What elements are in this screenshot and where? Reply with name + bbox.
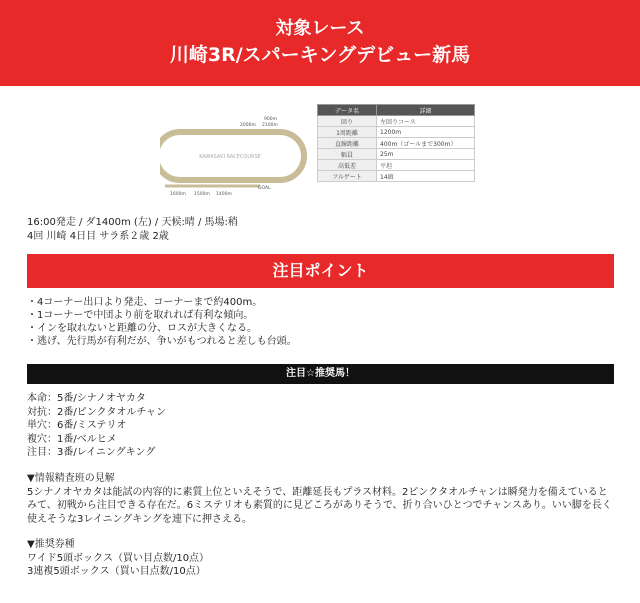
table-row <box>318 171 475 182</box>
list-item: ・1コーナーで中団より前を取れれば有利な傾向。 <box>27 310 254 321</box>
tickets-heading: ▼推奨券種 <box>27 539 75 550</box>
race-info-line2: 4回 川崎 4日目 サラ系２歳 2歳 <box>27 231 169 242</box>
marker-2000m: 2000m <box>240 123 256 128</box>
marker-1600m: 1600m <box>170 192 186 197</box>
marker-1500m: 1500m <box>194 192 210 197</box>
analysis-heading: ▼情報精査班の見解 <box>27 473 115 484</box>
list-item: ・インを取れないと距離の分、ロスが大きくなる。 <box>27 323 257 334</box>
pick-taikou: 対抗：2番/ピンクタオルチャン <box>27 406 167 418</box>
pick-honmei: 本命：5番/シナノオヤカタ <box>27 393 146 404</box>
pick-tanana: 単穴：6番/ミステリオ <box>27 420 127 431</box>
row-value: 平坦 <box>377 160 475 171</box>
row-key: 幅員 <box>318 149 377 160</box>
row-key: 高低差 <box>318 160 377 171</box>
table-row <box>318 116 475 127</box>
tickets-section <box>27 538 209 579</box>
table-row <box>318 160 475 171</box>
analysis-body: 5シナノオヤカタは能試の内容的に素質上位といえそうで、距離延長もプラス材料。2ピンクタオルチャンは瞬発力を備えているとみて、初戦から注目できる存在だ。6ミステリオも素質的に見どころがありそうで、折り合いひとつでチャンスあり。いい脚を長く使えそうな3レイニングキングを連下に押さえる。 <box>27 486 612 525</box>
row-key: フルゲート <box>318 171 377 182</box>
table-header-row <box>318 105 475 116</box>
course-map <box>160 110 310 205</box>
list-item: ・4コーナー出口より発走、コーナーまで約400m。 <box>27 297 263 308</box>
course-label: KAWASAKI RACECOURSE <box>199 154 261 160</box>
row-value: 25m <box>377 149 475 160</box>
header-data-name: データ名 <box>318 105 377 116</box>
table-row <box>318 149 475 160</box>
race-info <box>27 216 238 244</box>
points-banner: 注目ポイント <box>27 254 614 288</box>
recommend-bar: 注目☆推奨馬！ <box>27 364 614 384</box>
header-detail: 詳細 <box>377 105 475 116</box>
pick-chumoku: 注目：3番/レイニングキング <box>27 447 156 458</box>
header-title: 対象レース <box>275 18 365 39</box>
ticket-item: 3連複5頭ボックス（買い目点数/10点） <box>27 566 206 577</box>
course-map-graphic <box>160 110 310 205</box>
row-value: 左回りコース <box>377 116 475 127</box>
list-item: ・逃げ、先行馬が有利だが、争いがもつれると差しも台頭。 <box>27 336 297 347</box>
marker-2100m: 2100m <box>262 123 278 128</box>
table-row <box>318 127 475 138</box>
row-key: 回り <box>318 116 377 127</box>
table-row <box>318 138 475 149</box>
ticket-item: ワイド5頭ボックス（買い目点数/10点） <box>27 552 210 564</box>
marker-1400m: 1400m <box>216 192 232 197</box>
row-key: 1周距離 <box>318 127 377 138</box>
row-key: 直線距離 <box>318 138 377 149</box>
picks-list <box>27 392 166 460</box>
race-header <box>0 0 640 86</box>
row-value: 14頭 <box>377 171 475 182</box>
row-value: 400m（ゴールまで300m） <box>377 138 475 149</box>
analysis-section <box>27 472 617 526</box>
race-info-line1: 16:00発走 / ダ1400m (左) / 天候:晴 / 馬場:稍 <box>27 217 238 228</box>
marker-goal: GOAL <box>258 186 271 191</box>
race-name: 川崎3R/スパーキングデビュー新馬 <box>169 44 471 66</box>
pick-fukuana: 複穴：1番/ベルヒメ <box>27 433 117 445</box>
points-list <box>27 296 297 348</box>
marker-900m: 900m <box>264 117 277 122</box>
row-value: 1200m <box>377 127 475 138</box>
course-details-table <box>317 104 475 182</box>
